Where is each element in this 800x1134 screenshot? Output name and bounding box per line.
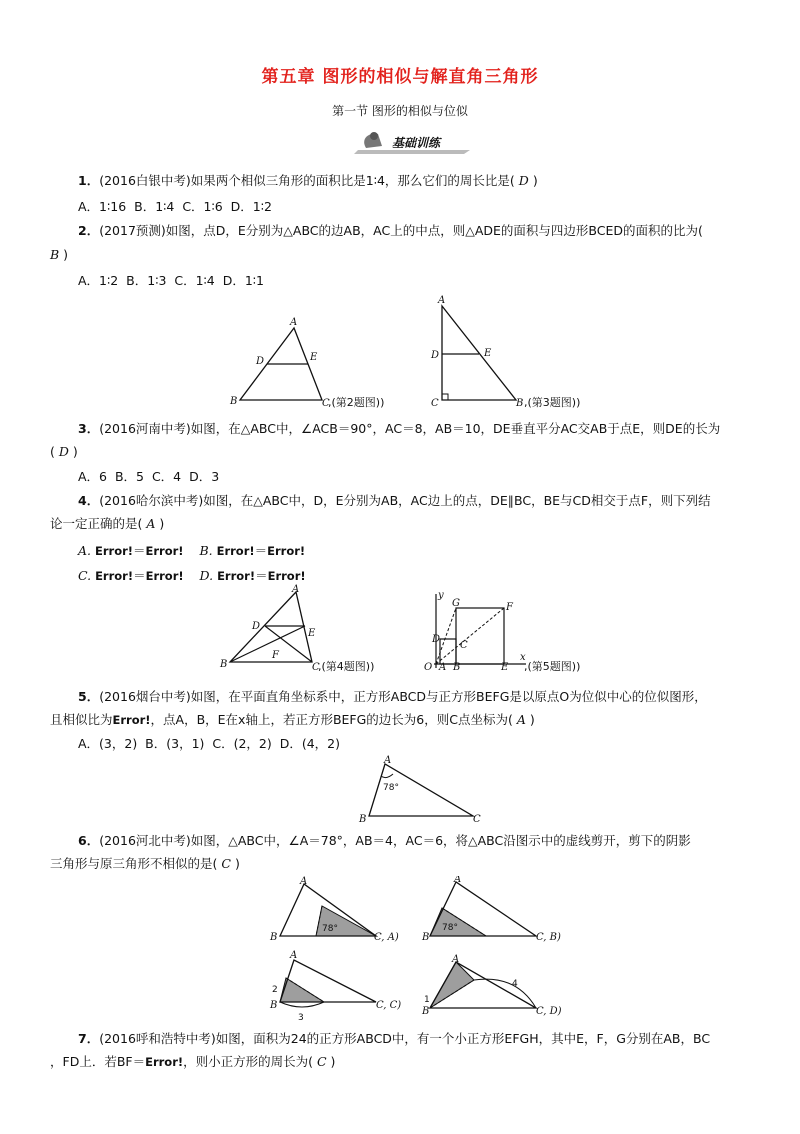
q4-option-d-err1: Error! [217, 569, 256, 583]
q5-text2b: ，点A，B，E在x轴上，若正方形BEFG的边长为6，则C点坐标为( [150, 712, 513, 727]
chapter-title: 第五章 图形的相似与解直角三角形 [261, 67, 539, 87]
q4-figure [219, 584, 374, 673]
q7-number: 7． [78, 1031, 100, 1046]
question-7 [78, 1030, 710, 1048]
q5-option-b: B．(3，1) [145, 736, 205, 751]
q3-option-d: D．3 [189, 469, 220, 484]
q5-text-line2 [50, 711, 535, 729]
q4-option-a-err1: Error! [95, 544, 134, 558]
q6-main-figure [355, 752, 495, 824]
q4-option-b-err1: Error! [216, 544, 255, 558]
q4-text2: 论一定正确的是( [50, 516, 143, 531]
q6c-label-a: A [290, 950, 298, 961]
q6b-label-c: C, B) [536, 932, 561, 943]
q6c-label-3: 3 [298, 1013, 304, 1022]
q2-options [78, 272, 264, 290]
q1-number: 1． [78, 173, 100, 188]
q2-text: (2017预测)如图，点D，E分别为△ABC的边AB，AC上的中点，则△ADE的面积与四边形BCED的面积的比为( [99, 223, 703, 238]
q4-option-c-eq: ＝ [133, 568, 146, 583]
q2-label-e: E [310, 352, 318, 363]
q4-option-b-err2: Error! [267, 544, 306, 558]
q5-label-c: C [460, 640, 468, 651]
question-2 [78, 222, 703, 240]
q6-option-d-figure [421, 954, 562, 1017]
q2-option-c: C．1∶4 [174, 273, 215, 288]
q5-label-f: F [506, 602, 513, 613]
q6-text2: 三角形与原三角形不相似的是( [50, 856, 218, 871]
q5-label-x: x [520, 652, 526, 663]
q6a-label-angle: 78° [322, 924, 338, 934]
q5-text: (2016烟台中考)如图，在平面直角坐标系中，正方形ABCD与正方形BEFG是以原点O为位似中心的位似图形， [99, 689, 707, 704]
q2-label-a: A [290, 317, 298, 328]
q3-open: ( [50, 444, 55, 459]
question-4 [78, 492, 711, 510]
q6-close: ) [234, 856, 240, 871]
basic-training-banner [352, 128, 476, 156]
q4-option-c-err1: Error! [95, 569, 134, 583]
q5-label-g: G [452, 598, 460, 609]
q3-label-e: E [484, 348, 492, 359]
q2-label-b: B [230, 396, 238, 407]
q4-option-a-eq: ＝ [133, 543, 146, 558]
q2-label-c: C [322, 398, 330, 409]
q3-answer: D [58, 444, 69, 459]
q4-option-d-letter: D. [199, 568, 214, 583]
q4-option-a-letter: A. [78, 543, 92, 558]
q6c-label-c: C, C) [376, 1000, 402, 1011]
q4-label-f: F [272, 650, 279, 661]
q4-fig-caption: ,(第4题图)) [318, 660, 375, 673]
q7-text: (2016呼和浩特中考)如图，面积为24的正方形ABCD中，有一个小正方形EFGH，其中E，F，G分别在AB，BC [99, 1031, 711, 1046]
q7-text2b: ，则小正方形的周长为( [183, 1054, 313, 1069]
q4-label-b: B [220, 659, 228, 670]
q4-answer: A [146, 516, 156, 531]
q5-error: Error! [112, 713, 151, 727]
q3-label-b: B [516, 398, 524, 409]
q2-label-d: D [256, 356, 265, 367]
q5-label-a: A [439, 662, 447, 673]
q2-number: 2． [78, 223, 100, 238]
q7-close: ) [330, 1054, 336, 1069]
q6-main-label-angle: 78° [383, 783, 399, 793]
q3-label-a: A [438, 295, 446, 306]
q6d-label-a: A [452, 954, 460, 965]
q5-label-o: O [424, 662, 433, 673]
q7-text-line2 [50, 1053, 335, 1071]
q1-option-a: A．1∶16 [78, 199, 127, 214]
q6-main-label-c: C [473, 814, 481, 824]
banner-label: 基础训练 [392, 136, 441, 150]
q5-text2a: 且相似比为 [50, 712, 113, 727]
q4-option-d-eq: ＝ [255, 568, 268, 583]
q6a-label-b: B [270, 932, 278, 943]
q3-option-c: C．4 [151, 469, 182, 484]
figures-q2-q3 [220, 292, 620, 417]
q5-number: 5． [78, 689, 100, 704]
q2-close: ) [63, 247, 69, 262]
q3-option-b: B．5 [114, 469, 144, 484]
q2-fig-caption: ,(第2题图)) [328, 396, 385, 409]
q2-option-d: D．1∶1 [222, 273, 265, 288]
q5-options [78, 735, 340, 753]
question-1 [78, 172, 538, 190]
q6-main-label-b: B [359, 814, 367, 824]
q5-answer: A [516, 712, 526, 727]
q4-number: 4． [78, 493, 100, 508]
q1-options [78, 198, 272, 216]
q5-close: ) [529, 712, 535, 727]
q2-figure [229, 317, 384, 409]
q4-text: (2016哈尔滨中考)如图，在△ABC中，D，E分别为AB，AC边上的点，DE∥BC，BE与CD相交于点F，则下列结 [99, 493, 711, 508]
q6a-label-a: A [300, 876, 308, 887]
q1-option-c: C．1∶6 [182, 199, 223, 214]
q6-option-a-figure [269, 876, 399, 943]
q2-answer: B [50, 247, 60, 262]
q6-answer: C [221, 856, 231, 871]
question-5 [78, 688, 707, 706]
q6d-label-b: B [422, 1006, 430, 1017]
q3-figure [430, 295, 580, 409]
q6c-label-b: B [270, 1000, 278, 1011]
q4-options-row1 [78, 542, 305, 560]
q3-fig-caption: ,(第3题图)) [524, 396, 581, 409]
q4-label-e: E [308, 628, 316, 639]
section-subtitle: 第一节 图形的相似与位似 [332, 104, 468, 118]
q4-option-a-err2: Error! [145, 544, 184, 558]
q6-main-label-a: A [384, 755, 392, 766]
q2-option-a: A．1∶2 [78, 273, 119, 288]
q3-label-c: C [431, 398, 439, 409]
q5-figure [424, 590, 580, 673]
q5-label-y: y [438, 590, 444, 601]
q4-close: ) [159, 516, 165, 531]
q6a-label-c: C, A) [374, 932, 399, 943]
q6-option-figures [266, 876, 576, 1022]
q6b-label-b: B [422, 932, 430, 943]
q6-option-b-figure [421, 876, 561, 943]
q4-option-b-eq: ＝ [254, 543, 268, 558]
q3-label-d: D [431, 350, 440, 361]
q4-text-line2 [50, 515, 164, 533]
q5-label-b: B [453, 662, 461, 673]
question-3 [78, 420, 720, 438]
q5-label-e: E [501, 662, 509, 673]
q4-option-b-letter: B. [199, 543, 213, 558]
q3-answer-line [50, 443, 78, 461]
q6b-label-a: A [454, 876, 462, 885]
q5-option-c: C．(2，2) [212, 736, 272, 751]
q4-label-a: A [292, 584, 300, 595]
q1-option-d: D．1∶2 [230, 199, 272, 214]
q6d-label-1: 1 [424, 995, 430, 1005]
q1-text: (2016白银中考)如果两个相似三角形的面积比是1∶4，那么它们的周长比是( [99, 173, 515, 188]
q4-option-c-letter: C. [78, 568, 92, 583]
q4-label-d: D [252, 621, 261, 632]
figures-q4-q5 [212, 584, 632, 679]
q4-options-row2 [78, 567, 306, 585]
q5-label-d: D [432, 634, 441, 645]
q4-option-c-err2: Error! [145, 569, 184, 583]
q2-answer-line [50, 246, 68, 264]
q6-option-c-figure [269, 950, 401, 1022]
q1-close: ) [532, 173, 538, 188]
q3-number: 3． [78, 421, 100, 436]
q5-fig-caption: ,(第5题图)) [524, 660, 581, 673]
q6-text-line2 [50, 855, 240, 873]
q2-option-b: B．1∶3 [126, 273, 167, 288]
q5-option-a: A．(3，2) [78, 736, 138, 751]
q4-label-c: C [312, 662, 320, 673]
q3-close: ) [72, 444, 78, 459]
q6b-label-angle: 78° [442, 923, 458, 933]
q3-options [78, 468, 219, 486]
q7-error: Error! [145, 1055, 184, 1069]
q3-option-a: A．6 [78, 469, 108, 484]
q4-option-d-err2: Error! [267, 569, 306, 583]
q7-text2a: ，FD上．若BF＝ [50, 1054, 146, 1069]
q6d-label-4: 4 [512, 979, 518, 989]
q3-text: (2016河南中考)如图，在△ABC中，∠ACB＝90°，AC＝8，AB＝10，DE垂直平分AC交AB于点E，则DE的长为 [99, 421, 721, 436]
q1-answer: D [518, 173, 529, 188]
q7-answer: C [316, 1054, 327, 1069]
q6-text: (2016河北中考)如图，△ABC中，∠A＝78°，AB＝4，AC＝6，将△ABC沿图示中的虚线剪开，剪下的阴影 [99, 833, 691, 848]
q1-option-b: B．1∶4 [134, 199, 175, 214]
q5-option-d: D．(4，2) [279, 736, 341, 751]
q6c-label-2: 2 [272, 985, 278, 995]
question-6 [78, 832, 691, 850]
q6d-label-c: C, D) [536, 1006, 562, 1017]
q6-number: 6． [78, 833, 100, 848]
